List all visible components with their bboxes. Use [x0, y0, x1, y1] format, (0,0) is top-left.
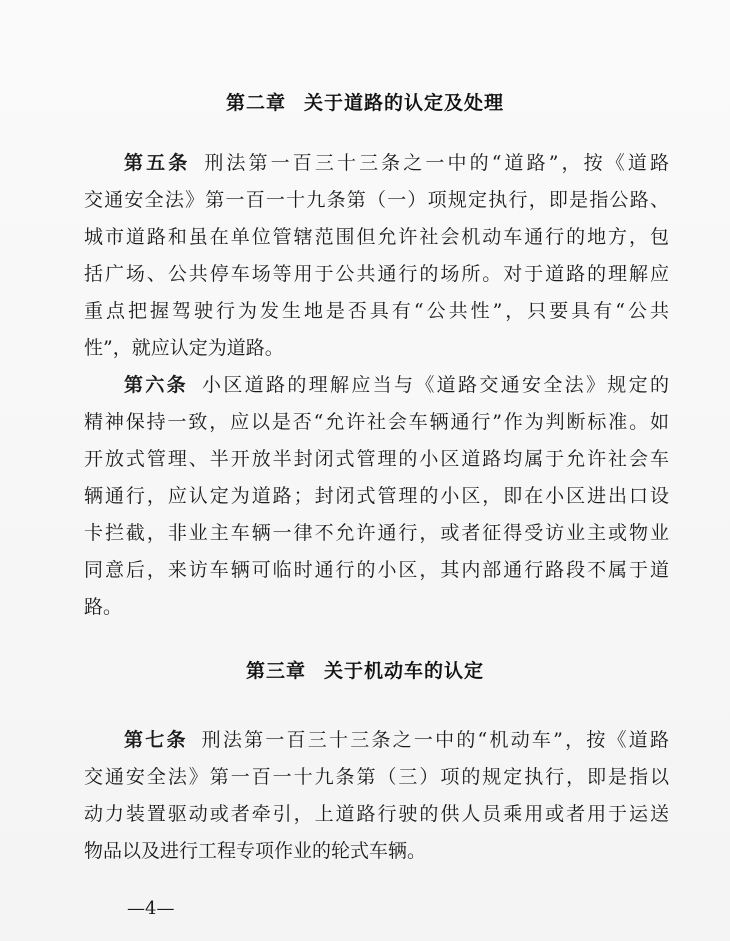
chapter-3-number: 第三章 — [245, 660, 306, 682]
chapter-2-heading — [0, 88, 730, 115]
article-6-line: 同意后，来访车辆可临时通行的小区，其内部通行路段不属于道 — [84, 559, 669, 581]
article-6-line: 辆通行，应认定为道路；封闭式管理的小区，即在小区进出口设 — [84, 485, 669, 507]
article-7-line: 交通安全法》第一百一十九条第（三）项的规定执行，即是指以 — [84, 766, 669, 788]
chapter-3-heading — [0, 656, 730, 683]
article-6-line: 路。 — [84, 596, 123, 618]
article-5-label: 第五条 — [124, 152, 191, 174]
article-7-line: 第七条 刑法第一百三十三条之一中的“机动车”，按《道路 — [124, 729, 669, 751]
chapter-2-title: 关于道路的认定及处理 — [304, 92, 505, 114]
article-5-line: 交通安全法》第一百一十九条第（一）项规定执行，即是指公路、 — [84, 189, 669, 211]
article-7-line: 物品以及进行工程专项作业的轮式车辆。 — [84, 840, 427, 862]
article-5-line: 括广场、公共停车场等用于公共通行的场所。对于道路的理解应 — [84, 263, 669, 285]
article-7 — [84, 722, 669, 870]
article-5-line: 性”，就应认定为道路。 — [84, 337, 284, 359]
article-6 — [84, 367, 669, 626]
article-5-line: 重点把握驾驶行为发生地是否具有“公共性”，只要具有“公共 — [84, 300, 669, 322]
page-number: —4— — [127, 898, 175, 919]
article-6-line: 卡拦截，非业主车辆一律不允许通行，或者征得受访业主或物业 — [84, 522, 669, 544]
article-7-line: 动力装置驱动或者牵引，上道路行驶的供人员乘用或者用于运送 — [84, 803, 669, 825]
chapter-3-title: 关于机动车的认定 — [324, 660, 485, 682]
article-5 — [84, 145, 669, 367]
article-6-line: 开放式管理、半开放半封闭式管理的小区道路均属于允许社会车 — [84, 448, 669, 470]
article-5-line: 第五条 刑法第一百三十三条之一中的“道路”，按《道路 — [124, 152, 669, 174]
chapter-2-number: 第二章 — [225, 92, 286, 114]
article-7-label: 第七条 — [124, 729, 188, 751]
article-6-label: 第六条 — [124, 374, 188, 396]
article-6-line: 精神保持一致，应以是否“允许社会车辆通行”作为判断标准。如 — [84, 411, 669, 433]
article-5-line: 城市道路和虽在单位管辖范围但允许社会机动车通行的地方，包 — [84, 226, 669, 248]
article-6-line: 第六条 小区道路的理解应当与《道路交通安全法》规定的 — [124, 374, 669, 396]
